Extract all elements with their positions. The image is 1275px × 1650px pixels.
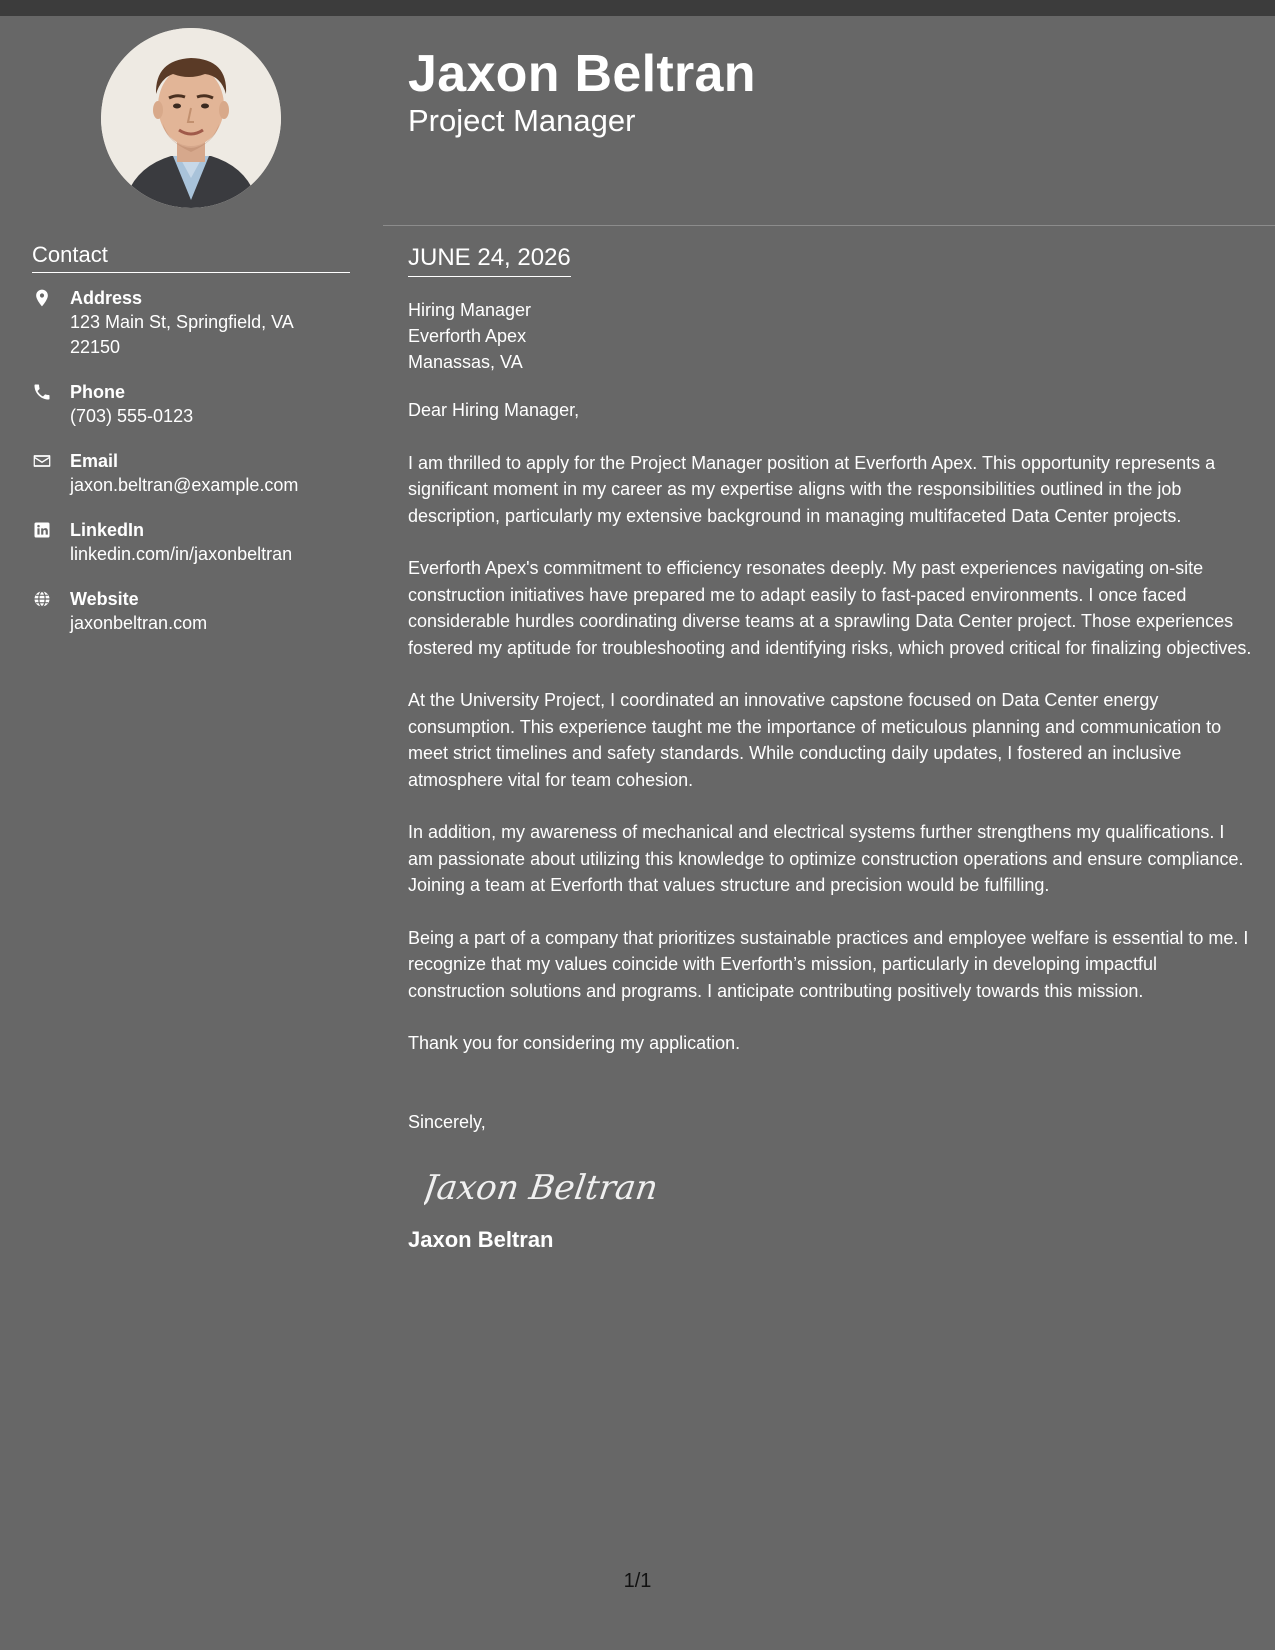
- globe-icon: [32, 587, 70, 636]
- phone-icon: [32, 380, 70, 429]
- signature-image: [424, 1155, 684, 1217]
- top-bar: [0, 0, 1275, 16]
- contact-list: [32, 286, 362, 656]
- profile-photo: [101, 28, 281, 208]
- recipient-block: [408, 297, 1253, 375]
- closing: Sincerely,: [408, 1111, 486, 1132]
- contact-heading: Contact: [32, 242, 350, 273]
- contact-website: [32, 587, 362, 636]
- contact-phone: [32, 380, 362, 429]
- contact-value: jaxon.beltran@example.com: [70, 475, 299, 495]
- map-pin-icon: [32, 286, 70, 360]
- contact-address: [32, 286, 362, 360]
- linkedin-icon: [32, 518, 70, 567]
- header-divider: [383, 225, 1275, 226]
- contact-value: 123 Main St, Springfield, VA 22150: [70, 312, 293, 357]
- letter-date: JUNE 24, 2026: [408, 244, 571, 277]
- letter-body: [408, 244, 1253, 1253]
- contact-label: Website: [70, 589, 139, 609]
- letter-paragraph: In addition, my awareness of mechanical and electrical systems further strengthens my qualifications. I am passionate about utilizing this knowledge to optimize construction operations and ensure compliance. Joining a team at Everforth that values structure and precision would be fulfilling.: [408, 822, 1244, 895]
- header-name: Jaxon Beltran: [408, 45, 756, 103]
- recipient-line: Manassas, VA: [408, 352, 523, 372]
- signed-name: Jaxon Beltran: [408, 1227, 554, 1252]
- letter-paragraph: I am thrilled to apply for the Project Manager position at Everforth Apex. This opportunity represents a significant moment in my career as my expertise aligns with the responsibilities outlined in the job description, particularly my extensive background in managing multifaceted Data Center projects.: [408, 452, 1216, 526]
- recipient-line: Everforth Apex: [408, 326, 527, 346]
- contact-linkedin: [32, 518, 362, 567]
- envelope-icon: [32, 449, 70, 498]
- contact-value: jaxonbeltran.com: [70, 613, 208, 633]
- sidebar: [0, 16, 383, 1650]
- letter-paragraph: Being a part of a company that prioritizes sustainable practices and employee welfare is essential to me. I recognize that my values coincide with Everforth’s mission, particularly in developing impactful construction solutions and programs. I anticipate contributing positively towards this mission.: [408, 927, 1249, 1001]
- page-number: 1/1: [623, 1570, 652, 1592]
- recipient-line: Hiring Manager: [408, 300, 532, 320]
- contact-label: Phone: [70, 382, 126, 402]
- letter-paragraph: Everforth Apex's commitment to efficiency resonates deeply. My past experiences navigating on-site construction initiatives have prepared me to adapt easily to fast-paced environments. I once faced considerable hurdles coordinating diverse teams at a sprawling Data Center project. Those experiences fostered my aptitude for troubleshooting and identifying risks, which proved critical for finalizing objectives.: [408, 558, 1252, 658]
- contact-label: LinkedIn: [70, 520, 145, 540]
- salutation: Dear Hiring Manager,: [408, 400, 580, 420]
- header-role: Project Manager: [408, 103, 636, 138]
- contact-value: linkedin.com/in/jaxonbeltran: [70, 544, 293, 564]
- contact-label: Address: [70, 288, 143, 308]
- letter-paragraph: Thank you for considering my application.: [408, 1033, 741, 1053]
- contact-value: (703) 555-0123: [70, 406, 194, 426]
- signature-text: Jaxon Beltran: [424, 1168, 661, 1208]
- letter-paragraph: At the University Project, I coordinated an innovative capstone focused on Data Center energy consumption. This experience taught me the importance of meticulous planning and communication to meet strict timelines and safety standards. While conducting daily updates, I fostered an inclusive atmosphere vital for team cohesion.: [408, 690, 1222, 790]
- contact-label: Email: [70, 451, 119, 471]
- contact-email: [32, 449, 362, 498]
